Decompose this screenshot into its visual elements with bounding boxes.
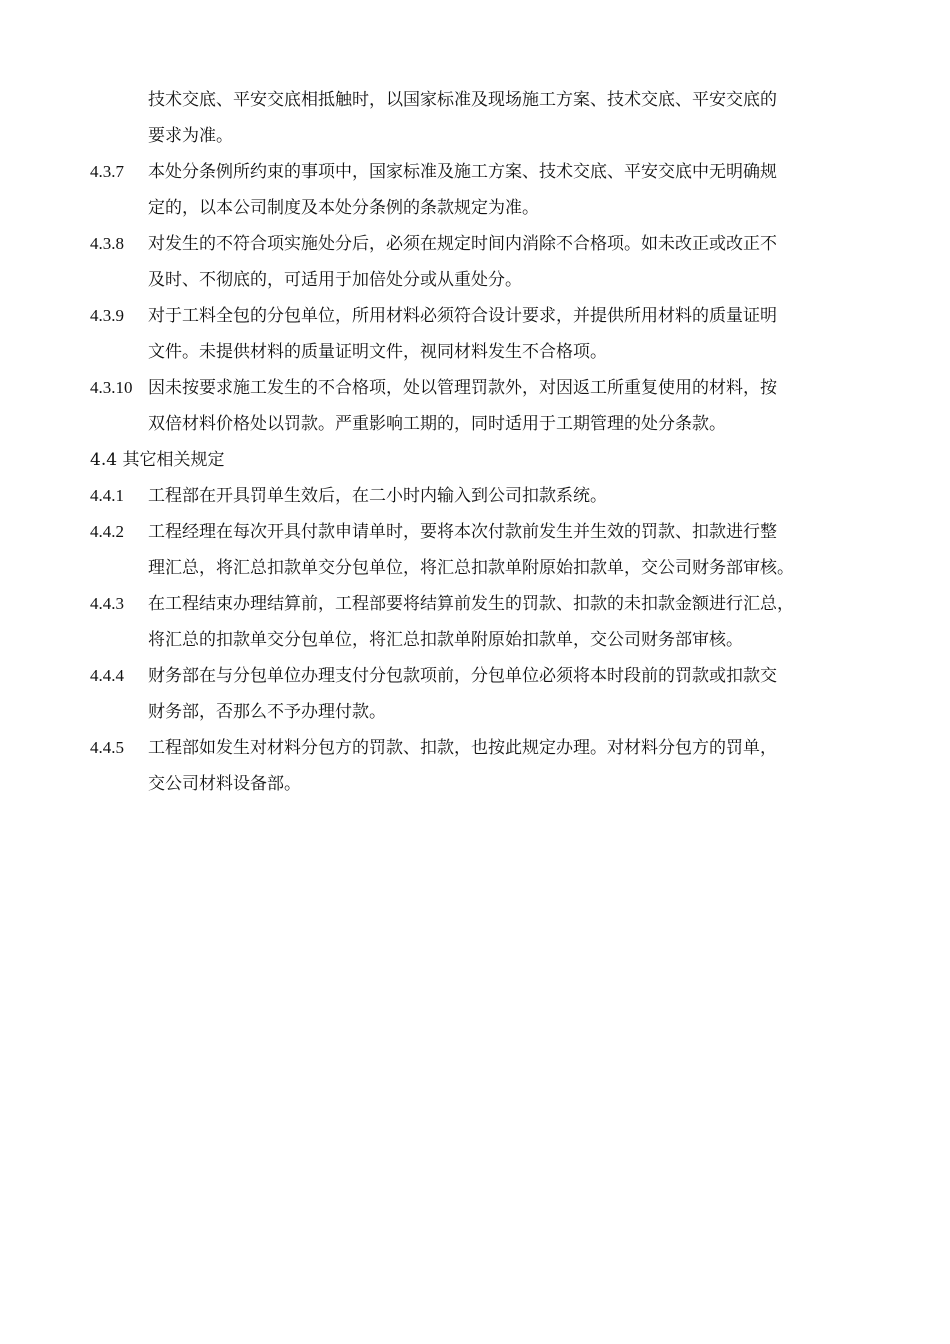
section-heading-4-4: 4.4 其它相关规定 xyxy=(90,450,225,470)
clause-4-4-3 xyxy=(90,586,880,658)
clause-text-line: 交公司材料设备部。 xyxy=(148,774,301,794)
clause-4-4-2 xyxy=(90,514,880,586)
clause-number: 4.4.5 xyxy=(90,738,124,757)
clause-text-line: 对发生的不符合项实施处分后，必须在规定时间内消除不合格项。如未改正或改正不 xyxy=(148,234,777,254)
clause-4-4-1 xyxy=(90,478,880,514)
clause-number: 4.3.7 xyxy=(90,162,124,181)
clause-text-line: 定的，以本公司制度及本处分条例的条款规定为准。 xyxy=(148,198,539,218)
clause-number: 4.3.9 xyxy=(90,306,124,325)
clause-text-line: 工程经理在每次开具付款申请单时，要将本次付款前发生并生效的罚款、扣款进行整 xyxy=(148,522,777,542)
clause-number: 4.4.3 xyxy=(90,594,124,613)
clause-4-4-4 xyxy=(90,658,880,730)
clause-text-line: 双倍材料价格处以罚款。严重影响工期的，同时适用于工期管理的处分条款。 xyxy=(148,414,726,434)
clause-text-line: 在工程结束办理结算前，工程部要将结算前发生的罚款、扣款的未扣款金额进行汇总， xyxy=(148,594,794,614)
clause-text-line: 财务部，否那么不予办理付款。 xyxy=(148,702,386,722)
clause-number: 4.3.10 xyxy=(90,378,133,397)
clause-text-line: 因未按要求施工发生的不合格项，处以管理罚款外，对因返工所重复使用的材料，按 xyxy=(148,378,777,398)
clause-4-3-8 xyxy=(90,226,880,298)
continuation-paragraph xyxy=(90,82,880,154)
document-body xyxy=(90,82,880,802)
paragraph-line: 技术交底、平安交底相抵触时，以国家标准及现场施工方案、技术交底、平安交底的 xyxy=(148,90,777,110)
clause-text-line: 财务部在与分包单位办理支付分包款项前，分包单位必须将本时段前的罚款或扣款交 xyxy=(148,666,777,686)
clause-text-line: 及时、不彻底的，可适用于加倍处分或从重处分。 xyxy=(148,270,522,290)
clause-text-line: 工程部如发生对材料分包方的罚款、扣款，也按此规定办理。对材料分包方的罚单， xyxy=(148,738,777,758)
clause-4-3-9 xyxy=(90,298,880,370)
clause-number: 4.4.4 xyxy=(90,666,124,685)
clause-4-3-10 xyxy=(90,370,880,442)
paragraph-line: 要求为准。 xyxy=(148,126,233,146)
clause-number: 4.4.2 xyxy=(90,522,124,541)
clause-text-line: 对于工料全包的分包单位，所用材料必须符合设计要求，并提供所用材料的质量证明 xyxy=(148,306,777,326)
clause-text-line: 工程部在开具罚单生效后，在二小时内输入到公司扣款系统。 xyxy=(148,486,607,506)
clause-text-line: 将汇总的扣款单交分包单位，将汇总扣款单附原始扣款单，交公司财务部审核。 xyxy=(148,630,743,650)
clause-text-line: 理汇总，将汇总扣款单交分包单位，将汇总扣款单附原始扣款单，交公司财务部审核。 xyxy=(148,558,794,578)
clause-number: 4.4.1 xyxy=(90,486,124,505)
clause-number: 4.3.8 xyxy=(90,234,124,253)
clause-4-3-7 xyxy=(90,154,880,226)
clause-text-line: 本处分条例所约束的事项中，国家标准及施工方案、技术交底、平安交底中无明确规 xyxy=(148,162,777,182)
clause-4-4-5 xyxy=(90,730,880,802)
clause-text-line: 文件。未提供材料的质量证明文件，视同材料发生不合格项。 xyxy=(148,342,607,362)
